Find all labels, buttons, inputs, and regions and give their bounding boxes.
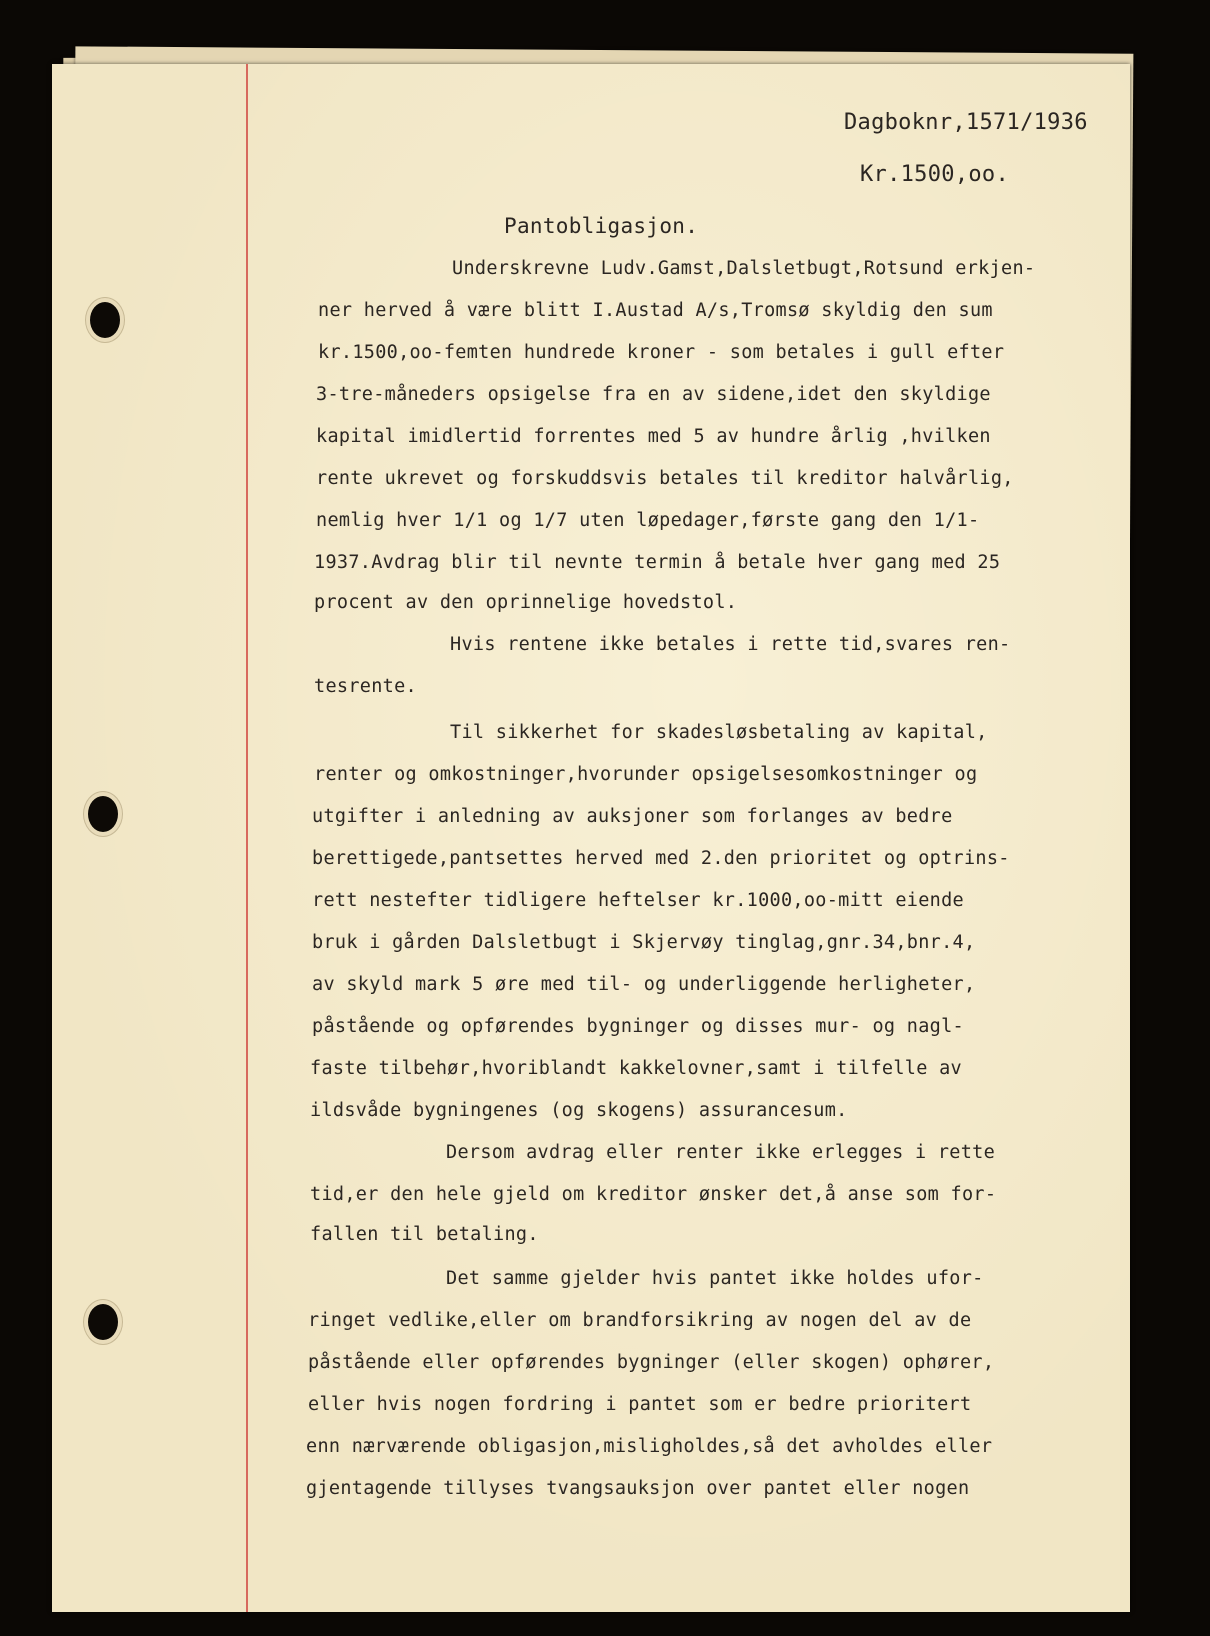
text-line: 3-tre-måneders opsigelse fra en av sidene,idet den skyldige — [316, 384, 991, 405]
text-line: kr.1500,oo-femten hundrede kroner - som betales i gull efter — [318, 342, 1005, 363]
text-line: ringet vedlike,eller om brandforsikring av nogen del av de — [308, 1310, 972, 1331]
text-line: Hvis rentene ikke betales i rette tid,svares ren- — [450, 634, 1011, 655]
text-line: ner herved å være blitt I.Austad A/s,Tromsø skyldig den sum — [318, 300, 993, 321]
text-line: berettigede,pantsettes herved med 2.den prioritet og optrins- — [312, 848, 1010, 869]
text-line: rente ukrevet og forskuddsvis betales til kreditor halvårlig, — [316, 468, 1014, 489]
text-line: enn nærværende obligasjon,misligholdes,så det avholdes eller — [306, 1436, 993, 1457]
text-line: ildsvåde bygningenes (og skogens) assurancesum. — [310, 1100, 848, 1121]
text-line: fallen til betaling. — [310, 1224, 539, 1245]
text-line: Underskrevne Ludv.Gamst,Dalsletbugt,Rotsund erkjen- — [452, 258, 1036, 279]
text-line: gjentagende tillyses tvangsauksjon over pantet eller nogen — [306, 1478, 970, 1499]
punch-hole — [88, 796, 118, 832]
punch-hole — [88, 1304, 118, 1340]
text-line: renter og omkostninger,hvorunder opsigelsesomkostninger og — [314, 764, 978, 785]
text-line: påstående eller opførendes bygninger (eller skogen) ophører, — [308, 1352, 995, 1373]
text-line: kapital imidlertid forrentes med 5 av hundre årlig ,hvilken — [316, 426, 991, 447]
document-title: Pantobligasjon. — [504, 214, 699, 238]
text-line: nemlig hver 1/1 og 1/7 uten løpedager,første gang den 1/1- — [316, 510, 980, 531]
text-line: tesrente. — [314, 676, 417, 697]
text-line: faste tilbehør,hvoriblandt kakkelovner,samt i tilfelle av — [310, 1058, 962, 1079]
text-line: av skyld mark 5 øre med til- og underliggende herligheter, — [312, 974, 976, 995]
document-page — [52, 64, 1130, 1612]
text-line: Til sikkerhet for skadesløsbetaling av kapital, — [450, 722, 988, 743]
amount: Kr.1500,oo. — [860, 162, 1009, 187]
text-line: rett nestefter tidligere heftelser kr.1000,oo-mitt eiende — [312, 890, 964, 911]
text-line: procent av den oprinnelige hovedstol. — [314, 592, 738, 613]
text-line: tid,er den hele gjeld om kreditor ønsker det,å anse som for- — [310, 1184, 997, 1205]
text-line: påstående og opførendes bygninger og disses mur- og nagl- — [312, 1016, 964, 1037]
journal-number: Dagboknr,1571/1936 — [844, 110, 1088, 135]
punch-hole — [90, 302, 120, 338]
text-line: utgifter i anledning av auksjoner som forlanges av bedre — [312, 806, 953, 827]
text-line: bruk i gården Dalsletbugt i Skjervøy tinglag,gnr.34,bnr.4, — [312, 932, 976, 953]
text-line: Det samme gjelder hvis pantet ikke holdes ufor- — [446, 1268, 984, 1289]
text-line: Dersom avdrag eller renter ikke erlegges i rette — [446, 1142, 996, 1163]
text-line: 1937.Avdrag blir til nevnte termin å betale hver gang med 25 — [314, 552, 1001, 573]
text-line: eller hvis nogen fordring i pantet som er bedre prioritert — [308, 1394, 972, 1415]
margin-rule — [246, 64, 248, 1612]
